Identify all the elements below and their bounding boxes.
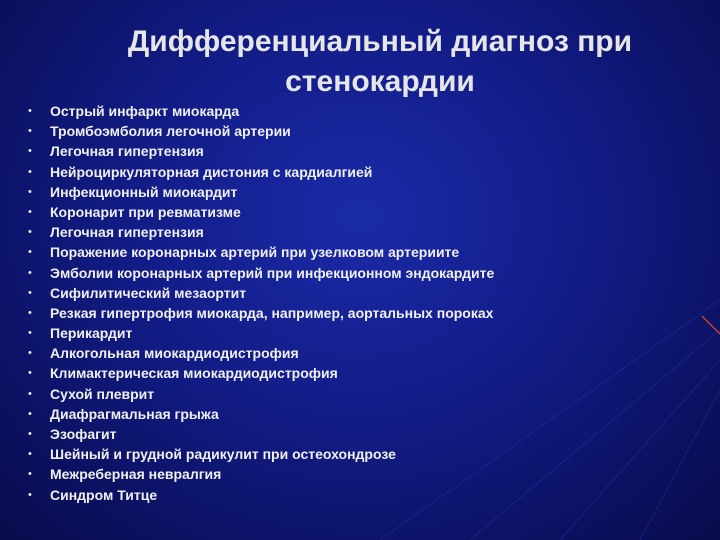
bullet-icon: •	[28, 286, 32, 299]
list-item	[28, 464, 708, 484]
bullet-icon: •	[28, 407, 32, 420]
bullet-icon: •	[28, 105, 32, 117]
bullet-icon: •	[28, 205, 32, 218]
list-item	[28, 343, 708, 363]
list-item-text: Сухой плеврит	[50, 385, 155, 402]
title-line-1: Дифференциальный диагноз при	[127, 25, 633, 58]
bullet-icon: •	[28, 185, 32, 198]
bullet-icon: •	[28, 246, 32, 259]
list-item	[28, 202, 708, 222]
list-item-text: Климактерическая миокардиодистрофия	[50, 365, 338, 382]
list-item	[28, 121, 708, 141]
list-item	[28, 363, 708, 383]
bullet-icon: •	[28, 448, 32, 461]
list-item	[28, 182, 708, 202]
bullet-icon: •	[28, 428, 32, 440]
bullet-icon: •	[28, 226, 32, 239]
bullet-icon: •	[28, 367, 32, 380]
list-item-text: Легочная гипертензия	[50, 143, 204, 160]
list-item-text: Поражение коронарных артерий при узелковом артериите	[50, 244, 460, 261]
list-item	[28, 303, 708, 323]
bullet-icon: •	[28, 125, 32, 138]
bullet-icon: •	[28, 165, 32, 178]
slide-title	[100, 22, 660, 102]
list-item-text: Инфекционный миокардит	[50, 183, 238, 200]
bullet-icon: •	[28, 266, 32, 279]
list-item-text: Межреберная невралгия	[50, 466, 222, 483]
list-item-text: Перикардит	[50, 325, 133, 342]
bullet-icon: •	[28, 306, 32, 319]
list-item-text: Синдром Титце	[50, 486, 158, 503]
bullet-icon: •	[28, 488, 32, 501]
title-line-2: стенокардии	[285, 65, 475, 98]
list-item	[28, 242, 708, 262]
list-item-text: Нейроциркуляторная дистония с кардиалгией	[50, 163, 373, 180]
list-item-text: Алкогольная миокардиодистрофия	[50, 345, 299, 362]
list-item-text: Эзофагит	[50, 426, 117, 442]
list-item	[28, 485, 708, 505]
list-item-text: Коронарит при ревматизме	[50, 203, 241, 220]
bullet-icon: •	[28, 347, 32, 360]
list-item	[28, 101, 708, 121]
bullet-icon: •	[28, 387, 32, 400]
list-item	[28, 444, 708, 464]
bullet-list	[28, 101, 708, 505]
list-item-text: Тромбоэмболия легочной артерии	[50, 123, 291, 140]
list-item-text: Резкая гипертрофия миокарда, например, аортальных пороках	[50, 304, 494, 321]
list-item	[28, 323, 708, 343]
bullet-icon: •	[28, 327, 32, 340]
list-item	[28, 222, 708, 242]
list-item-text: Диафрагмальная грыжа	[50, 405, 219, 422]
bullet-icon: •	[28, 468, 32, 481]
list-item	[28, 162, 708, 182]
list-item	[28, 384, 708, 404]
list-item-text: Острый инфаркт миокарда	[50, 103, 240, 119]
list-item	[28, 263, 708, 283]
bullet-icon: •	[28, 145, 32, 158]
list-item	[28, 141, 708, 161]
list-item	[28, 424, 708, 444]
list-item	[28, 404, 708, 424]
list-item-text: Сифилитический мезаортит	[50, 284, 247, 301]
list-item	[28, 283, 708, 303]
list-item-text: Шейный и грудной радикулит при остеохондрозе	[50, 446, 396, 463]
list-item-text: Легочная гипертензия	[50, 224, 204, 241]
list-item-text: Эмболии коронарных артерий при инфекционном эндокардите	[50, 264, 495, 281]
